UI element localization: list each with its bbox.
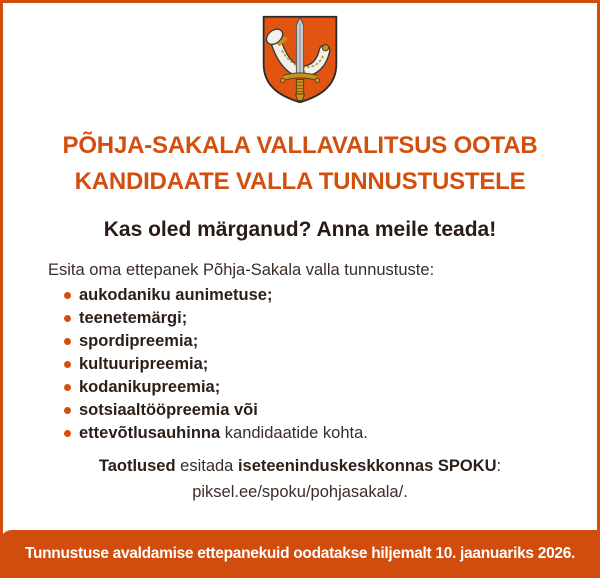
bullet-icon	[64, 384, 71, 391]
coat-of-arms-icon	[0, 0, 600, 106]
bullet-icon	[64, 315, 71, 322]
list-item-bold: aukodaniku aunimetuse;	[79, 286, 273, 304]
list-item-bold: spordipreemia;	[79, 332, 199, 350]
spoku-url: piksel.ee/spoku/pohjasakala/.	[192, 483, 408, 501]
bullet-icon	[64, 361, 71, 368]
submit-word-esitada: esitada	[175, 457, 238, 475]
list-item-bold: ettevõtlusauhinna	[79, 424, 221, 442]
intro-text: Esita oma ettepanek Põhja-Sakala valla tunnustuste:	[48, 261, 435, 279]
list-item-bold: teenetemärgi;	[79, 309, 188, 327]
award-list	[64, 287, 600, 442]
list-item	[64, 333, 600, 350]
list-item	[64, 379, 600, 396]
bullet-icon	[64, 407, 71, 414]
list-item-bold: sotsiaaltööpreemia või	[79, 401, 258, 419]
list-item	[64, 310, 600, 327]
list-item-normal: kandidaatide kohta.	[220, 424, 368, 442]
deadline-text: Tunnustuse avaldamise ettepanekuid oodatakse hiljemalt 10. jaanuariks 2026.	[24, 545, 576, 562]
list-item	[64, 356, 600, 373]
bullet-icon	[64, 292, 71, 299]
page-title	[10, 128, 590, 200]
subtitle: Kas oled märganud? Anna meile teada!	[103, 218, 497, 241]
deadline-banner	[0, 530, 600, 578]
list-item	[64, 287, 600, 304]
submit-colon: :	[496, 457, 502, 475]
bullet-icon	[64, 338, 71, 345]
title-line-2: KANDIDAATE VALLA TUNNUSTUSTELE	[74, 168, 526, 195]
submit-word-taotlused: Taotlused	[98, 457, 176, 475]
submit-word-spoku: iseteeninduskeskkonnas SPOKU	[237, 457, 497, 475]
submit-instructions	[10, 457, 590, 476]
title-line-1: PÕHJA-SAKALA VALLAVALITSUS OOTAB	[62, 132, 538, 159]
list-item	[64, 425, 600, 442]
list-item-bold: kultuuripreemia;	[79, 355, 209, 373]
bullet-icon	[64, 430, 71, 437]
list-item	[64, 402, 600, 419]
list-item-bold: kodanikupreemia;	[79, 378, 221, 396]
